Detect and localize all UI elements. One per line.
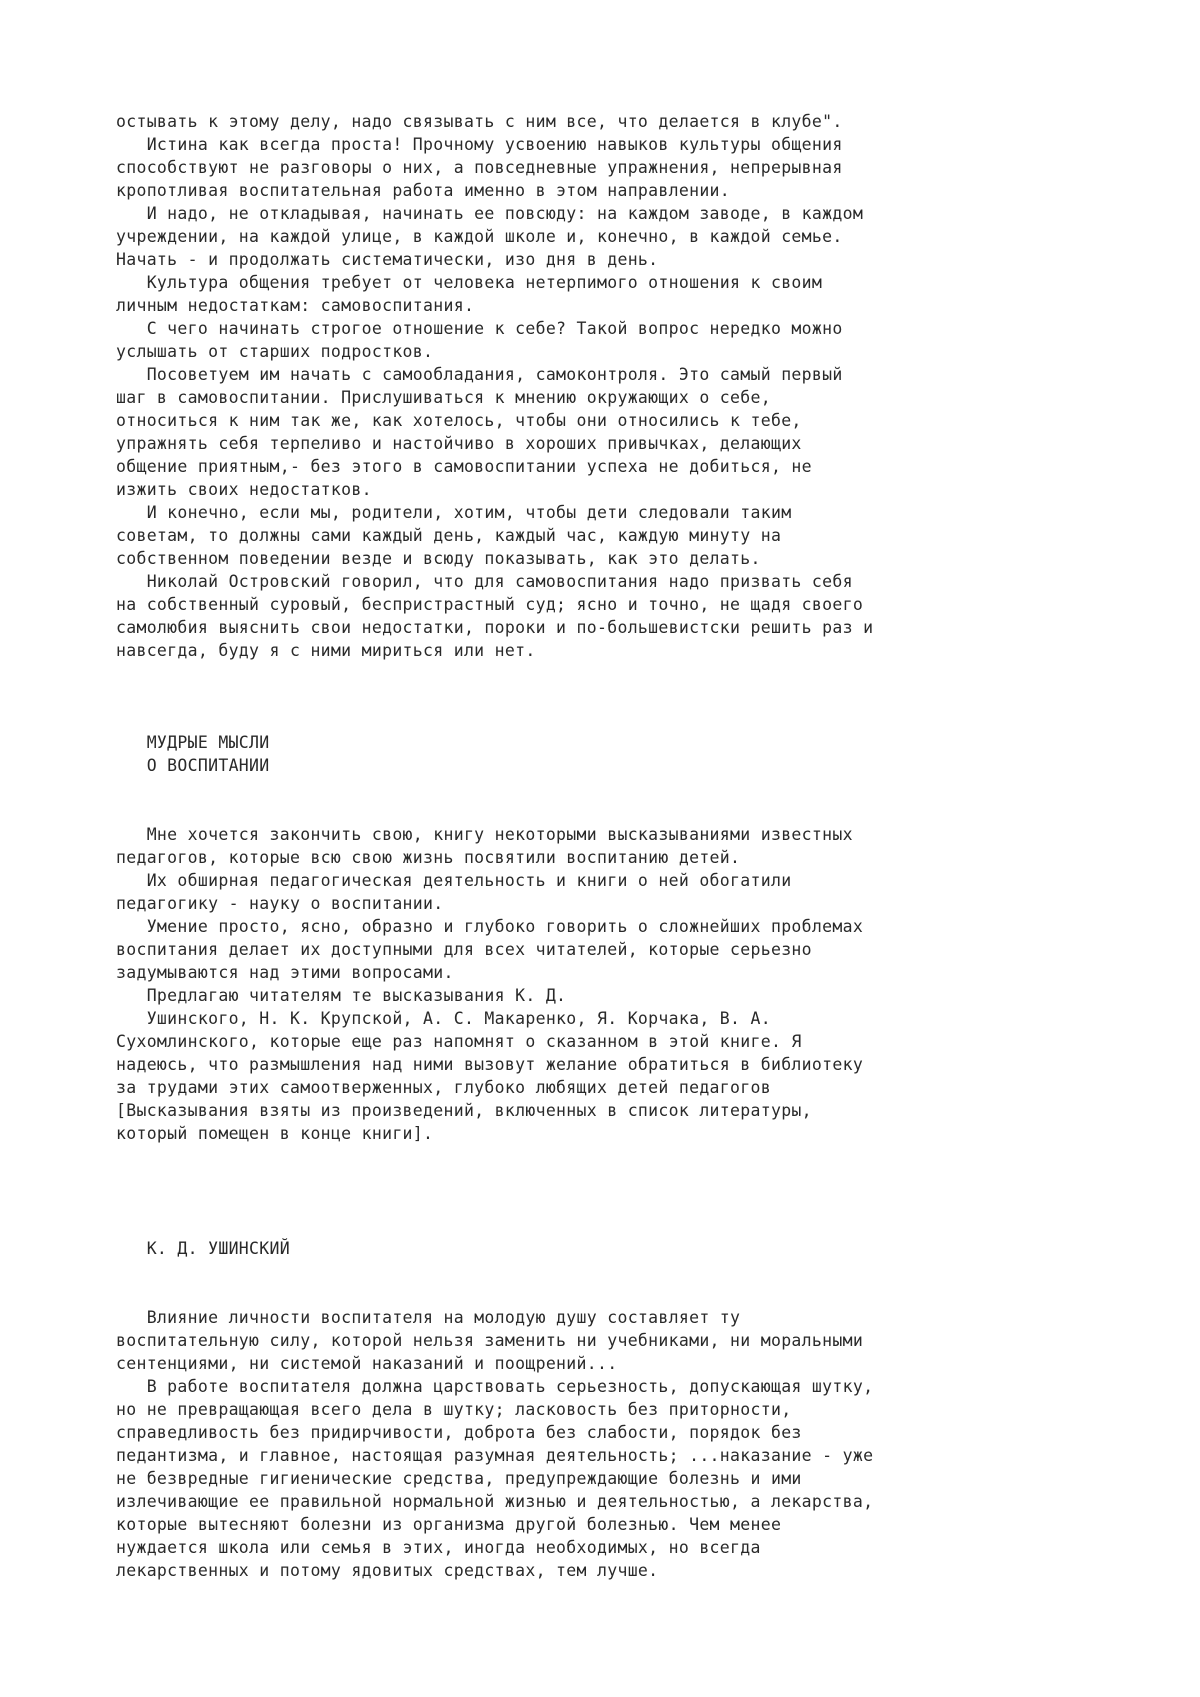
- text-line: педагогов, которые всю свою жизнь посвятили воспитанию детей.: [116, 848, 741, 867]
- text-line: нуждается школа или семья в этих, иногда необходимых, но всегда: [116, 1538, 761, 1557]
- spacer: [116, 1145, 1116, 1237]
- text-line: общение приятным,- без этого в самовоспитании успеха не добиться, не: [116, 457, 812, 476]
- heading-line: МУДРЫЕ МЫСЛИ: [116, 733, 270, 752]
- text-line: относиться к ним так же, как хотелось, чтобы они относились к тебе,: [116, 411, 802, 430]
- text-line: воспитательную силу, которой нельзя заменить ни учебниками, ни моральными: [116, 1331, 864, 1350]
- text-line: справедливость без придирчивости, доброта без слабости, порядок без: [116, 1423, 802, 1442]
- text-line: В работе воспитателя должна царствовать серьезность, допускающая шутку,: [116, 1377, 874, 1396]
- document-page: [116, 110, 1116, 1582]
- text-line: И надо, не откладывая, начинать ее повсюду: на каждом заводе, в каждом: [116, 204, 864, 223]
- heading-line: О ВОСПИТАНИИ: [116, 756, 270, 775]
- text-line: личным недостаткам: самовоспитания.: [116, 296, 475, 315]
- section-3: [116, 1306, 1116, 1582]
- text-line: который помещен в конце книги].: [116, 1124, 434, 1143]
- text-line: Начать - и продолжать систематически, изо дня в день.: [116, 250, 659, 269]
- text-line: Влияние личности воспитателя на молодую душу составляет ту: [116, 1308, 741, 1327]
- spacer: [116, 662, 1116, 731]
- text-line: воспитания делает их доступными для всех читателей, которые серьезно: [116, 940, 812, 959]
- text-line: услышать от старших подростков.: [116, 342, 434, 361]
- section-2: [116, 823, 1116, 1145]
- text-line: шаг в самовоспитании. Прислушиваться к мнению окружающих о себе,: [116, 388, 771, 407]
- text-line: советам, то должны сами каждый день, каждый час, каждую минуту на: [116, 526, 782, 545]
- text-line: остывать к этому делу, надо связывать с ним все, что делается в клубе".: [116, 112, 843, 131]
- text-line: Культура общения требует от человека нетерпимого отношения к своим: [116, 273, 823, 292]
- text-line: способствуют не разговоры о них, а повседневные упражнения, непрерывная: [116, 158, 843, 177]
- heading-line: К. Д. УШИНСКИЙ: [116, 1239, 290, 1258]
- text-line: но не превращающая всего дела в шутку; ласковость без приторности,: [116, 1400, 792, 1419]
- text-line: педагогику - науку о воспитании.: [116, 894, 444, 913]
- text-line: Умение просто, ясно, образно и глубоко говорить о сложнейших проблемах: [116, 917, 864, 936]
- text-line: навсегда, буду я с ними мириться или нет.: [116, 641, 536, 660]
- text-line: излечивающие ее правильной нормальной жизнью и деятельностью, а лекарства,: [116, 1492, 874, 1511]
- text-line: изжить своих недостатков.: [116, 480, 372, 499]
- text-line: С чего начинать строгое отношение к себе? Такой вопрос нередко можно: [116, 319, 843, 338]
- text-line: педантизма, и главное, настоящая разумная деятельность; ...наказание - уже: [116, 1446, 874, 1465]
- spacer: [116, 777, 1116, 823]
- text-line: кропотливая воспитательная работа именно в этом направлении.: [116, 181, 731, 200]
- text-line: сентенциями, ни системой наказаний и поощрений...: [116, 1354, 618, 1373]
- text-line: надеюсь, что размышления над ними вызовут желание обратиться в библиотеку: [116, 1055, 864, 1074]
- section-1: [116, 110, 1116, 662]
- text-line: учреждении, на каждой улице, в каждой школе и, конечно, в каждой семье.: [116, 227, 843, 246]
- text-line: на собственный суровый, беспристрастный суд; ясно и точно, не щадя своего: [116, 595, 864, 614]
- text-line: Посоветуем им начать с самообладания, самоконтроля. Это самый первый: [116, 365, 843, 384]
- section-heading-wise-thoughts: [116, 731, 1116, 777]
- text-line: Николай Островский говорил, что для самовоспитания надо призвать себя: [116, 572, 853, 591]
- text-line: Мне хочется закончить свою, книгу некоторыми высказываниями известных: [116, 825, 853, 844]
- text-line: собственном поведении везде и всюду показывать, как это делать.: [116, 549, 761, 568]
- text-line: упражнять себя терпеливо и настойчиво в хороших привычках, делающих: [116, 434, 802, 453]
- text-line: И конечно, если мы, родители, хотим, чтобы дети следовали таким: [116, 503, 792, 522]
- text-line: Их обширная педагогическая деятельность и книги о ней обогатили: [116, 871, 792, 890]
- text-line: не безвредные гигиенические средства, предупреждающие болезнь и ими: [116, 1469, 802, 1488]
- text-line: за трудами этих самоотверженных, глубоко любящих детей педагогов: [116, 1078, 771, 1097]
- text-line: Истина как всегда проста! Прочному усвоению навыков культуры общения: [116, 135, 843, 154]
- text-line: [Высказывания взяты из произведений, включенных в список литературы,: [116, 1101, 812, 1120]
- text-line: задумываются над этими вопросами.: [116, 963, 454, 982]
- section-heading-ushinsky: [116, 1237, 1116, 1260]
- spacer: [116, 1260, 1116, 1306]
- text-line: которые вытесняют болезни из организма другой болезнью. Чем менее: [116, 1515, 782, 1534]
- text-line: Ушинского, Н. К. Крупской, А. С. Макаренко, Я. Корчака, В. А.: [116, 1009, 771, 1028]
- text-line: Сухомлинского, которые еще раз напомнят о сказанном в этой книге. Я: [116, 1032, 802, 1051]
- text-line: самолюбия выяснить свои недостатки, пороки и по-большевистски решить раз и: [116, 618, 874, 637]
- text-line: Предлагаю читателям те высказывания К. Д.: [116, 986, 567, 1005]
- text-line: лекарственных и потому ядовитых средствах, тем лучше.: [116, 1561, 659, 1580]
